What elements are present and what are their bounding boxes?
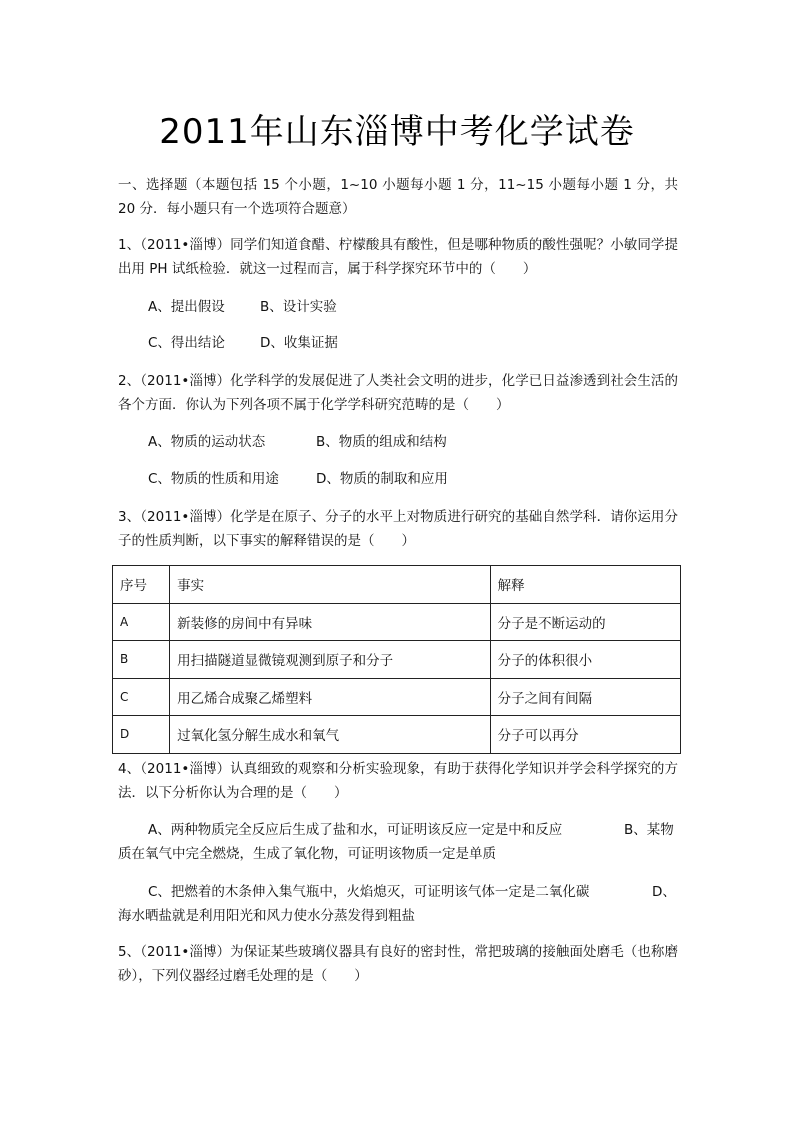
- question-1-option-c: C、得出结论: [148, 335, 225, 351]
- question-4-option-b-tail: 质在氧气中完全燃烧，生成了氧化物，可证明该物质一定是单质: [118, 846, 496, 862]
- question-1-option-b: B、设计实验: [260, 299, 337, 315]
- table-header-cell: 序号: [113, 566, 170, 604]
- question-4-option-c: C、把燃着的木条伸入集气瓶中，火焰熄灭，可证明该气体一定是二氧化碳: [148, 884, 590, 900]
- question-2-option-c: C、物质的性质和用途: [148, 471, 279, 487]
- question-3-table: [112, 565, 681, 754]
- table-row: [113, 641, 681, 679]
- question-4-stem: 4、（2011•淄博）认真细致的观察和分析实验现象，有助于获得化学知识并学会科学探究的方法．以下分析你认为合理的是（ ）: [118, 761, 678, 801]
- table-cell: B: [113, 641, 170, 679]
- table-cell: 分子的体积很小: [490, 641, 680, 679]
- table-header-cell: 事实: [170, 566, 491, 604]
- question-1-option-a: A、提出假设: [148, 299, 225, 315]
- table-cell: 分子是不断运动的: [490, 603, 680, 641]
- table-cell: A: [113, 603, 170, 641]
- page-title: 2011年山东淄博中考化学试卷: [159, 112, 635, 152]
- table-cell: 过氧化氢分解生成水和氧气: [170, 716, 491, 754]
- question-4-option-b-head: B、某物: [624, 822, 674, 838]
- question-1-option-d: D、收集证据: [260, 335, 338, 351]
- table-header-cell: 解释: [490, 566, 680, 604]
- question-2-option-a: A、物质的运动状态: [148, 434, 266, 450]
- table-cell: 分子可以再分: [490, 716, 680, 754]
- table-row: [113, 716, 681, 754]
- question-5-stem: 5、（2011•淄博）为保证某些玻璃仪器具有良好的密封性，常把玻璃的接触面处磨毛（也称磨砂），下列仪器经过磨毛处理的是（ ）: [118, 944, 678, 984]
- table-cell: D: [113, 716, 170, 754]
- table-header-row: [113, 566, 681, 604]
- table-cell: 新装修的房间中有异味: [170, 603, 491, 641]
- table-cell: 用扫描隧道显微镜观测到原子和分子: [170, 641, 491, 679]
- question-4-option-d-head: D、: [652, 884, 676, 900]
- table-cell: 用乙烯合成聚乙烯塑料: [170, 678, 491, 716]
- question-2-stem: 2、（2011•淄博）化学科学的发展促进了人类社会文明的进步，化学已日益渗透到社会生活的各个方面．你认为下列各项不属于化学学科研究范畴的是（ ）: [118, 373, 678, 413]
- table-row: [113, 678, 681, 716]
- table-cell: 分子之间有间隔: [490, 678, 680, 716]
- question-4-option-d-tail: 海水晒盐就是利用阳光和风力使水分蒸发得到粗盐: [118, 908, 415, 924]
- question-4-option-a: A、两种物质完全反应后生成了盐和水，可证明该反应一定是中和反应: [148, 822, 563, 838]
- question-1-stem: 1、（2011•淄博）同学们知道食醋、柠檬酸具有酸性，但是哪种物质的酸性强呢？小敏同学提出用 PH 试纸检验．就这一过程而言，属于科学探究环节中的（ ）: [118, 237, 678, 277]
- question-3-stem: 3、（2011•淄博）化学是在原子、分子的水平上对物质进行研究的基础自然学科．请你运用分子的性质判断，以下事实的解释错误的是（ ）: [118, 509, 678, 549]
- section-intro: 一、选择题（本题包括 15 个小题，1~10 小题每小题 1 分，11~15 小题每小题 1 分，共 20 分．每小题只有一个选项符合题意）: [118, 177, 678, 217]
- table-cell: C: [113, 678, 170, 716]
- question-2-option-b: B、物质的组成和结构: [316, 434, 447, 450]
- question-2-option-d: D、物质的制取和应用: [316, 471, 448, 487]
- table-row: [113, 603, 681, 641]
